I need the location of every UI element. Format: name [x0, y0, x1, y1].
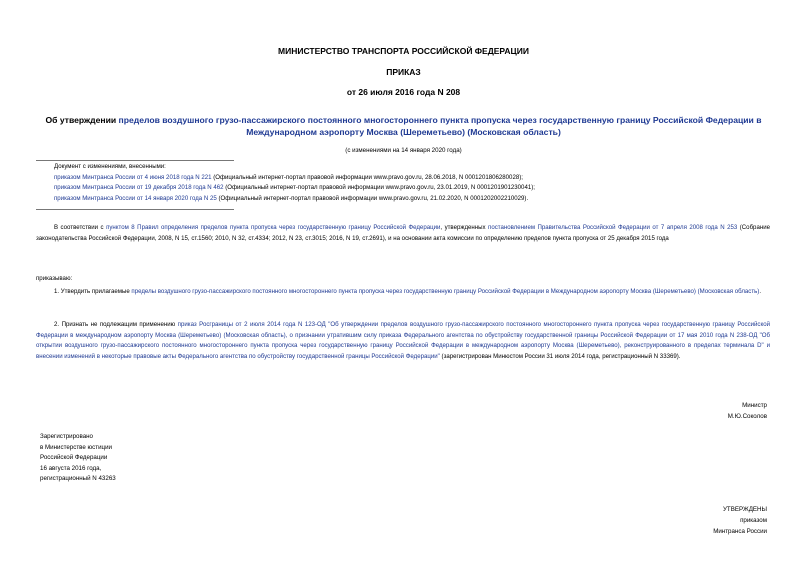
- change-item: приказом Минтранса России от 4 июня 2018 года N 221 (Официальный интернет-портал правовой информации www.pravo.gov.ru, 28.06.2018, N 0001201806280028);: [54, 173, 523, 181]
- item-1-link[interactable]: пределы воздушного грузо-пассажирского постоянного многостороннего пункта пропуска через государственную границу Российской Федерации в Международном аэропорту Москва (Шереметьево) (Московская область): [131, 288, 760, 295]
- preamble-link-decree[interactable]: постановлением Правительства Российской Федерации от 7 апреля 2008 года N 253: [488, 224, 738, 231]
- ministry-name: МИНИСТЕРСТВО ТРАНСПОРТА РОССИЙСКОЙ ФЕДЕРАЦИИ: [278, 46, 529, 56]
- divider-top: [36, 160, 234, 161]
- order-word: приказываю:: [36, 275, 73, 282]
- signature-block: [728, 401, 767, 423]
- item-1: 1. Утвердить прилагаемые пределы воздушного грузо-пассажирского постоянного многостороннего пункта пропуска через государственную границу Российской Федерации в Международном аэропорту Москва (Шереметьево) (Московская область).: [54, 288, 762, 295]
- approved-block: УТВЕРЖДЕНЫ приказом Минтранса России: [713, 506, 767, 535]
- change-item: приказом Минтранса России от 14 января 2020 года N 25 (Официальный интернет-портал правовой информации www.pravo.gov.ru, 21.02.2020, N 0001202002210029).: [54, 194, 529, 202]
- title-prefix: Об утверждении: [45, 115, 119, 125]
- signature-name: М.Ю.Соколов: [727, 412, 767, 420]
- change-link[interactable]: приказом Минтранса России от 14 января 2020 года N 25: [54, 194, 217, 202]
- doc-date-number: от 26 июля 2016 года N 208: [346, 87, 461, 97]
- item-2-link[interactable]: приказ Росграницы от 2 июля 2014 года N 123-ОД "Об утверждении пределов воздушного грузо-пассажирского постоянного многостороннего пункта пропуска через государственную границу Российской Федерации в международном аэропорту Москва (Шереметьево) (Московская область), о признании утратившим силу приказа Федерального агентства по обустройству государственной границы Российской Федерации от 17 мая 2010 года N 238-ОД "Об открытии воздушного грузо-пассажирского постоянного многостороннего пункта пропуска через государственную границу Российской Федерации в международном аэропорту Москва (Шереметьево), реконструированного в пределах терминала D" и внесении изменений в некоторые правовые акты Федерального агентства по обустройству государственной границы Российской Федерации": [36, 321, 771, 361]
- doc-type: ПРИКАЗ: [386, 67, 421, 77]
- signature-position: Министр: [742, 402, 767, 409]
- preamble-link-rules[interactable]: пунктом 8 Правил определения пределов пункта пропуска через государственную границу Российской Федерации: [106, 224, 441, 231]
- change-link[interactable]: приказом Минтранса России от 4 июня 2018 года N 221: [54, 173, 212, 181]
- changes-intro: Документ с изменениями, внесенными:: [54, 163, 166, 170]
- changes-block: [54, 162, 774, 204]
- divider-bottom: [36, 209, 234, 210]
- item-2: 2. Признать не подлежащим применению приказ Росграницы от 2 июля 2014 года N 123-ОД "Об утверждении пределов воздушного грузо-пассажирского постоянного многостороннего пункта пропуска через государственную границу Российской Федерации в международном аэропорту Москва (Шереметьево) (Московская область), о признании утратившим силу приказа Федерального агентства по обустройству государственной границы Российской Федерации от 17 мая 2010 года N 238-ОД "Об открытии воздушного грузо-пассажирского постоянного многостороннего пункта пропуска через государственную границу Российской Федерации в международном аэропорту Москва (Шереметьево), реконструированного в пределах терминала D" и внесении изменений в некоторые правовые акты Федерального агентства по обустройству государственной границы Российской Федерации" (зарегистрирован Минюстом России 31 июля 2014 года, регистрационный N 33369).: [36, 321, 771, 361]
- registration-block: Зарегистрировано в Министерстве юстиции Российской Федерации 16 августа 2016 года, регистрационный N 43263: [40, 433, 116, 483]
- title-link[interactable]: пределов воздушного грузо-пассажирского постоянного многостороннего пункта пропуска через государственную границу Российской Федерации в Международном аэропорту Москва (Шереметьево) (Московская область): [118, 115, 762, 137]
- preamble-paragraph: В соответствии с пунктом 8 Правил определения пределов пункта пропуска через государственную границу Российской Федерации, утвержденных постановлением Правительства Российской Федерации от 7 апреля 2008 года N 253 (Собрание законодательства Российской Федерации, 2008, N 15, ст.1560; 2010, N 32, ст.4334; 2012, N 23, ст.3015; 2016, N 19, ст.2691), и на основании акта комиссии по определению пределов пункта пропуска от 25 декабря 2015 года: [36, 224, 770, 242]
- change-item: приказом Минтранса России от 19 декабря 2018 года N 462 (Официальный интернет-портал правовой информации www.pravo.gov.ru, 23.01.2019, N 0001201901230041);: [54, 184, 535, 192]
- doc-title: [40, 114, 767, 138]
- edition-note: (с изменениями на 14 января 2020 года): [345, 147, 462, 154]
- change-link[interactable]: приказом Минтранса России от 19 декабря 2018 года N 462: [54, 184, 224, 192]
